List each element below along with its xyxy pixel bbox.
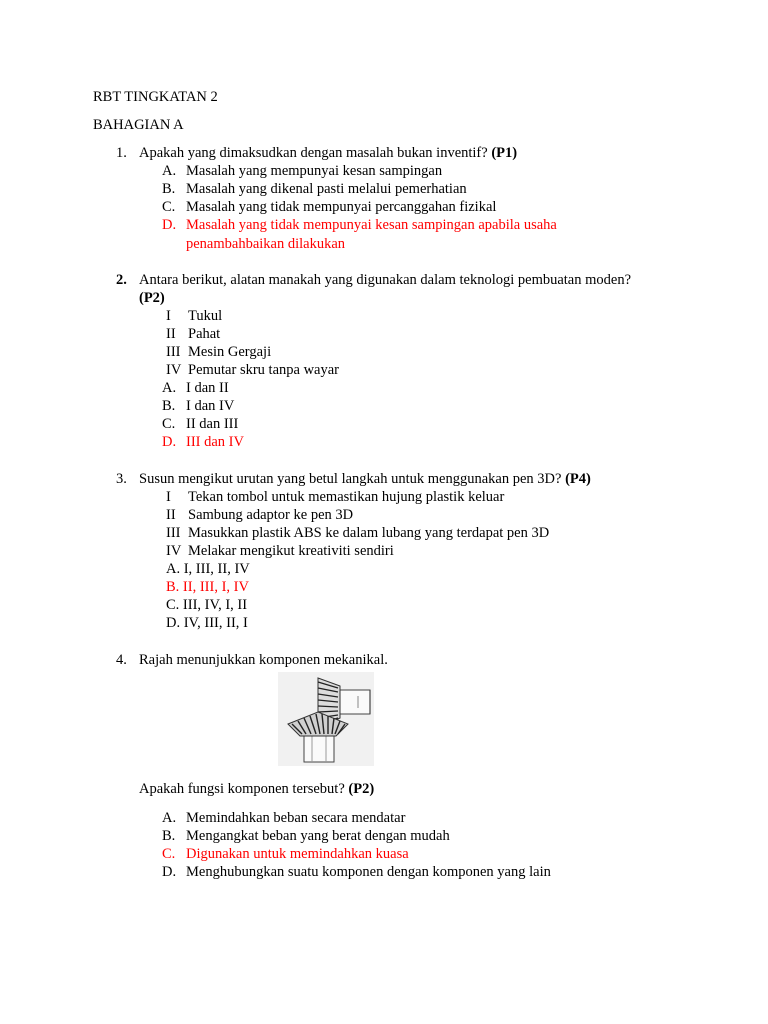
question-number: 2. <box>116 272 127 288</box>
item-text: Melakar mengikut kreativiti sendiri <box>188 543 394 559</box>
question-text: Susun mengikut urutan yang betul langkah untuk menggunakan pen 3D? (P4) <box>139 471 591 487</box>
question-text: Apakah yang dimaksudkan dengan masalah bukan inventif? (P1) <box>139 145 518 161</box>
option-letter: B. <box>162 828 176 844</box>
option-text: Mengangkat beban yang berat dengan mudah <box>186 828 450 844</box>
option-b-answer: B. II, III, I, IV <box>166 579 249 595</box>
option-letter: A. <box>162 163 177 179</box>
option-a: A. I, III, II, IV <box>166 561 250 577</box>
option-text: Masalah yang tidak mempunyai percanggahan fizikal <box>186 199 497 215</box>
option-text: III dan IV <box>186 434 244 450</box>
question-number: 1. <box>116 145 127 161</box>
roman-item <box>0 488 768 506</box>
roman-item <box>0 361 768 379</box>
question-4-prompt <box>0 780 768 798</box>
roman-numeral: II <box>166 326 176 342</box>
roman-numeral: IV <box>166 362 182 378</box>
item-text: Tukul <box>188 308 223 324</box>
option-letter: A. <box>162 380 177 396</box>
option-d <box>0 863 768 881</box>
question-4 <box>0 651 768 669</box>
option-text: penambahbaikan dilakukan <box>186 236 346 252</box>
option-text: I dan II <box>186 380 229 396</box>
question-2 <box>0 271 768 289</box>
question-tag: (P2) <box>348 781 375 797</box>
option-text: Menghubungkan suatu komponen dengan komponen yang lain <box>186 864 551 880</box>
option-d-continuation <box>0 235 768 253</box>
option-letter: D. <box>162 864 177 880</box>
option-d: D. IV, III, II, I <box>166 615 248 631</box>
option-text: Masalah yang mempunyai kesan sampingan <box>186 163 443 179</box>
option-letter: B. <box>162 398 176 414</box>
roman-numeral: III <box>166 344 181 360</box>
option-text: Digunakan untuk memindahkan kuasa <box>186 846 409 862</box>
page-title: RBT TINGKATAN 2 <box>93 89 218 105</box>
roman-numeral: II <box>166 507 176 523</box>
item-text: Sambung adaptor ke pen 3D <box>188 507 354 523</box>
option-b <box>0 397 768 415</box>
option-a <box>0 379 768 397</box>
option-c-answer <box>0 845 768 863</box>
item-text: Tekan tombol untuk memastikan hujung plastik keluar <box>188 489 505 505</box>
question-tag: (P1) <box>491 145 518 161</box>
bevel-gear-icon <box>278 672 374 766</box>
question-number: 4. <box>116 652 127 668</box>
option-c: C. III, IV, I, II <box>166 597 248 613</box>
question-3 <box>0 470 768 488</box>
roman-numeral: III <box>166 525 181 541</box>
item-text: Mesin Gergaji <box>188 344 272 360</box>
option-d-answer <box>0 216 768 234</box>
option-letter: A. <box>162 810 177 826</box>
option-text: Memindahkan beban secara mendatar <box>186 810 406 826</box>
question-tag-row <box>0 289 768 307</box>
option-a <box>0 162 768 180</box>
option-text: Masalah yang tidak mempunyai kesan sampingan apabila usaha <box>186 217 557 233</box>
item-text: Masukkan plastik ABS ke dalam lubang yang terdapat pen 3D <box>188 525 550 541</box>
roman-item <box>0 343 768 361</box>
question-text: Rajah menunjukkan komponen mekanikal. <box>139 652 388 668</box>
question-number: 3. <box>116 471 127 487</box>
option-b <box>0 827 768 845</box>
roman-item <box>0 506 768 524</box>
roman-numeral: I <box>166 308 171 324</box>
option-c <box>0 415 768 433</box>
question-text: Antara berikut, alatan manakah yang digunakan dalam teknologi pembuatan moden? <box>139 272 632 288</box>
option-b <box>0 180 768 198</box>
option-a <box>0 809 768 827</box>
option-letter: D. <box>162 434 177 450</box>
item-text: Pahat <box>188 326 221 342</box>
item-text: Pemutar skru tanpa wayar <box>188 362 339 378</box>
question-tag: (P4) <box>565 471 591 487</box>
option-letter: C. <box>162 199 176 215</box>
question-1 <box>0 144 768 162</box>
roman-numeral: I <box>166 489 171 505</box>
roman-numeral: IV <box>166 543 182 559</box>
question-text: Apakah fungsi komponen tersebut? (P2) <box>139 781 375 797</box>
option-letter: D. <box>162 217 177 233</box>
option-letter: B. <box>162 181 176 197</box>
roman-item <box>0 307 768 325</box>
option-letter: C. <box>162 416 176 432</box>
option-letter: C. <box>162 846 176 862</box>
roman-item <box>0 542 768 560</box>
option-c <box>0 198 768 216</box>
roman-item <box>0 524 768 542</box>
option-text: II dan III <box>186 416 239 432</box>
option-text: Masalah yang dikenal pasti melalui pemerhatian <box>186 181 467 197</box>
question-tag: (P2) <box>139 290 165 306</box>
option-d-answer <box>0 433 768 451</box>
roman-item <box>0 325 768 343</box>
option-text: I dan IV <box>186 398 235 414</box>
section-title: BAHAGIAN A <box>93 117 184 133</box>
